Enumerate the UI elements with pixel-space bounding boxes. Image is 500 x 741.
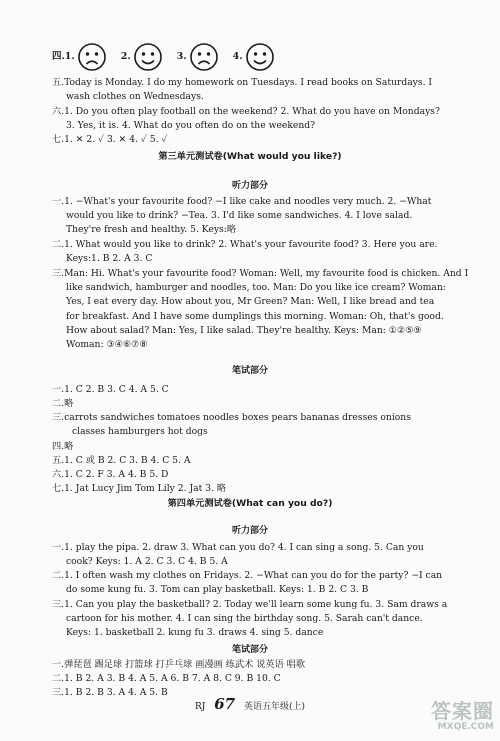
face-item [52, 42, 107, 72]
answer-line: for breakfast. And I have some dumplings this morning. Woman: Oh, that's good. [66, 311, 444, 322]
happy-face-icon [245, 42, 275, 72]
page-number: 67 [214, 695, 236, 713]
answer-line: Yes, I eat every day. How about you, Mr Green? Man: Well, I like bread and tea [66, 296, 435, 307]
answer-line: do some kung fu. 3. Tom can play basketball. Keys: 1. B 2. C 3. B [66, 584, 369, 595]
footer-edition: RJ [194, 702, 206, 712]
face-label: 四.1. [52, 50, 75, 62]
written-label: 笔试部分 [231, 645, 268, 655]
answer-line: Keys: 1. basketball 2. kung fu 3. draws 4. sing 5. dance [66, 627, 324, 638]
watermark-url: MXQE.COM [437, 722, 494, 733]
listening-label: 听力部分 [231, 526, 268, 536]
answer-line: 一.弹琵琶 踢足球 打篮球 打乒乓球 画漫画 练武术 说英语 唱歌 [52, 659, 306, 670]
face-label: 2. [120, 50, 131, 62]
unit3-title: 第三单元测试卷(What would you like?) [158, 151, 342, 162]
answer-line: classes hamburgers hot dogs [72, 426, 208, 437]
answer-line: 3. Yes, it is. 4. What do you often do on the weekend? [66, 120, 316, 131]
answer-line: 二.1. I often wash my clothes on Fridays. 2. −What can you do for the party? −I can [52, 570, 443, 581]
face-item [233, 42, 275, 72]
answer-line: 三.carrots sandwiches tomatoes noodles boxes pears bananas dresses onions [52, 412, 411, 423]
unit4-title: 第四单元测试卷(What can you do?) [167, 498, 333, 509]
face-item [177, 42, 219, 72]
answer-line: Woman: ③④⑥⑦⑧ [66, 339, 148, 350]
answer-line: 七.1. Jat Lucy Jim Tom Lily 2. Jat 3. 略 [52, 483, 227, 494]
faces-row [52, 40, 289, 74]
sad-face-icon [189, 42, 219, 72]
answer-line: wash clothes on Wednesdays. [66, 91, 204, 102]
answer-line: 三.Man: Hi. What's your favourite food? Woman: Well, my favourite food is chicken. And I [52, 268, 469, 279]
answer-line: 三.1. B 2. B 3. A 4. A 5. B [52, 687, 168, 698]
face-item [121, 42, 163, 72]
answer-line: like sandwich, hamburger and noodles, too. Man: Do you like ice cream? Woman: [66, 282, 446, 293]
watermark-logo [431, 699, 494, 735]
answer-line: They're fresh and healthy. 5. Keys:略 [66, 224, 237, 235]
answer-line: 七.1. ✕ 2. ✓ 3. ✕ 4. ✓ 5. ✓ [52, 134, 168, 145]
answer-line: 五.1. C 或 B 2. C 3. B 4. C 5. A [52, 455, 191, 466]
answer-line: cook? Keys: 1. A 2. C 3. C 4. B 5. A [66, 556, 228, 567]
answer-line: 四.略 [52, 441, 74, 452]
face-label: 4. [232, 50, 243, 62]
answer-line: Keys:1. B 2. A 3. C [66, 253, 153, 264]
answer-line: 一.1. C 2. B 3. C 4. A 5. C [52, 384, 169, 395]
answer-line: 二.1. B 2. A 3. B 4. A 5. A 6. B 7. A 8. C 9. B 10. C [52, 673, 281, 684]
answer-line: 六.1. C 2. F 3. A 4. B 5. D [52, 469, 169, 480]
face-label: 3. [176, 50, 187, 62]
page-footer [0, 697, 500, 714]
written-label: 笔试部分 [231, 366, 268, 376]
answer-line: 六.1. Do you often play football on the weekend? 2. What do you have on Mondays? [52, 106, 440, 117]
answer-line: How about salad? Man: Yes, I like salad. They're healthy. Keys: Man: ①②⑤⑨ [66, 325, 422, 336]
sad-face-icon [77, 42, 107, 72]
watermark-text: 答案圈 [431, 699, 494, 723]
answer-line: 三.1. Can you play the basketball? 2. Today we'll learn some kung fu. 3. Sam draws a [52, 599, 448, 610]
answer-line: 一.1. play the pipa. 2. draw 3. What can you do? 4. I can sing a song. 5. Can you [52, 542, 424, 553]
answer-line: cartoon for his mother. 4. I can sing the birthday song. 5. Sarah can't dance. [66, 613, 423, 624]
answer-line: 一.1. −What's your favourite food? −I like cake and noodles very much. 2. −What [52, 196, 432, 207]
footer-book-title: 英语五年级(上) [243, 702, 306, 712]
happy-face-icon [133, 42, 163, 72]
answer-line: 二.略 [52, 398, 74, 409]
answer-line: 五.Today is Monday. I do my homework on Tuesdays. I read books on Saturdays. I [52, 77, 433, 88]
answer-line: 二.1. What would you like to drink? 2. What's your favourite food? 3. Here you are. [52, 239, 438, 250]
listening-label: 听力部分 [231, 181, 268, 191]
answer-line: would you like to drink? −Tea. 3. I'd like some sandwiches. 4. I love salad. [66, 210, 413, 221]
